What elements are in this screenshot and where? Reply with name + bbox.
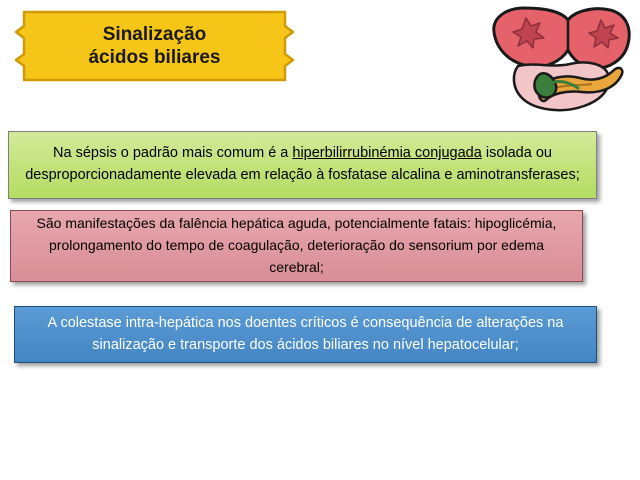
green-box-text [9, 143, 596, 187]
liver-pancreas-illustration [488, 4, 634, 114]
blue-statement-box [14, 306, 597, 363]
red-statement-box [10, 210, 583, 282]
title-banner [14, 10, 295, 82]
green-text-underlined: hiperbilirrubinémia conjugada [292, 145, 482, 162]
green-text-before: Na sépsis o padrão mais comum é a [53, 145, 293, 162]
title-text-wrap [14, 10, 295, 82]
green-text-after: isolada ou desproporcionadamente elevada em relação à fosfatase alcalina e aminotransferases; [25, 145, 580, 183]
title-line-1: Sinalização [102, 23, 207, 45]
red-box-text: São manifestações da falência hepática aguda, potencialmente fatais: hipoglicémia, prolongamento do tempo de coagulação, deterioração do sensorium por edema cerebral; [36, 215, 557, 275]
title-line-2: ácidos biliares [88, 47, 221, 68]
green-statement-box [8, 131, 597, 199]
blue-box-text: A colestase intra-hepática nos doentes críticos é consequência de alterações na sinalização e transporte dos ácidos biliares no nível hepatocelular; [47, 314, 564, 353]
